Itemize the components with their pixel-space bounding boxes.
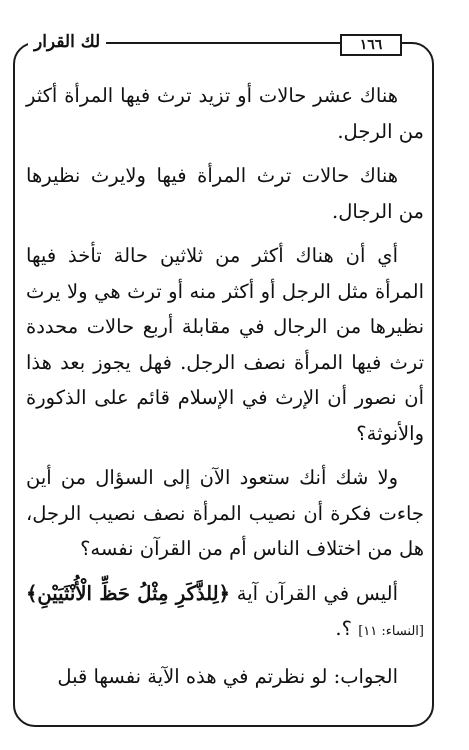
quran-verse: ﴿لِلذَّكَرِ مِثْلُ حَظِّ الْأُنْثَيَيْنِ﴾ xyxy=(26,581,230,605)
page-content xyxy=(26,78,424,703)
paragraph-2: هناك حالات ترث المرأة فيها ولايرث نظيرها من الرجال. xyxy=(26,164,424,223)
running-title: لك القرار xyxy=(28,30,106,54)
verse-citation: [النساء: ١١] xyxy=(358,624,424,639)
paragraph-4: ولا شك أنك ستعود الآن إلى السؤال من أين جاءت فكرة أن نصيب المرأة نصف نصيب الرجل، هل من اختلاف الناس أم من القرآن نفسه؟ xyxy=(26,466,424,560)
verse-lead: أليس في القرآن آية xyxy=(236,581,398,605)
answer-paragraph: الجواب: لو نظرتم في هذه الآية نفسها قبل xyxy=(57,664,398,688)
verse-paragraph xyxy=(26,576,424,650)
paragraph-3: أي أن هناك أكثر من ثلاثين حالة تأخذ فيها المرأة مثل الرجل أو أكثر منه أو ترث هي ولا يرث نظيرها من الرجال في مقابلة أربع حالات محددة ترث فيها المرأة نصف الرجل. فهل يجوز بعد هذا أن نصور أن الإرث في الإسلام قائم على الذكورة والأنوثة؟ xyxy=(26,244,424,445)
paragraph-1: هناك عشر حالات أو تزيد ترث فيها المرأة أكثر من الرجل. xyxy=(26,84,424,143)
verse-tail: ؟. xyxy=(335,617,352,640)
page-number: ١٦٦ xyxy=(340,34,402,56)
